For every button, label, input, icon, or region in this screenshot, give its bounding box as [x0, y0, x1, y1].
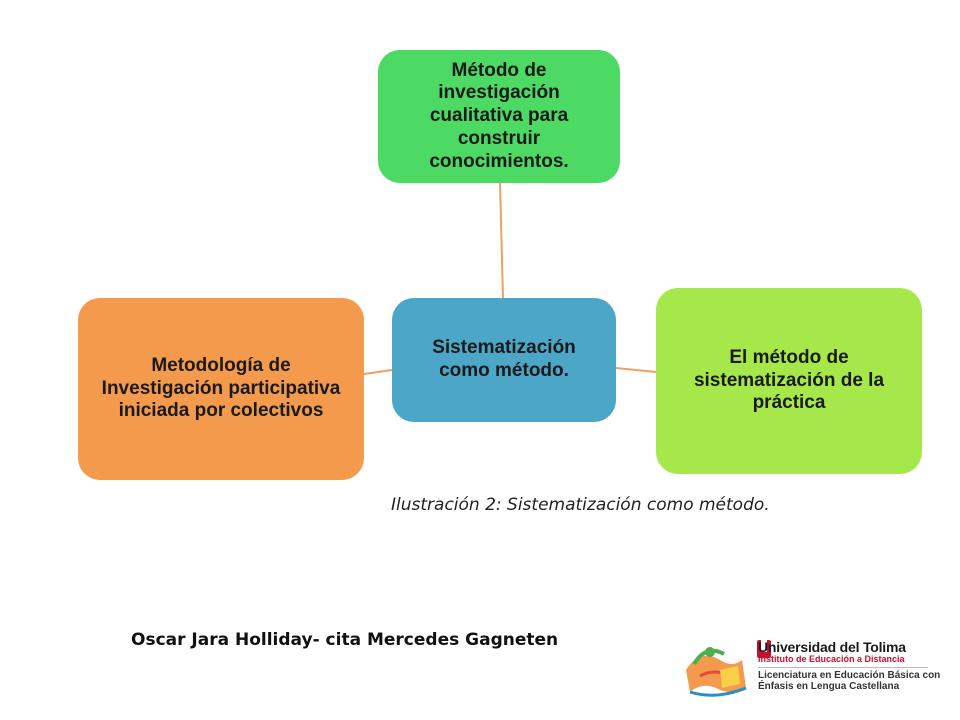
node-practice-systematization-label: El método de sistematización de la práctica	[693, 346, 885, 414]
node-participatory-research	[78, 298, 364, 480]
connector-top	[500, 183, 503, 298]
institute-name: Instituto de Educación a Distancia	[758, 653, 905, 664]
program-line-2: Énfasis en Lengua Castellana	[758, 680, 900, 692]
node-qualitative-research-label: Método de investigación cualitativa para construir conocimientos.	[429, 59, 569, 172]
university-name: Universidad del Tolima	[758, 639, 906, 655]
university-logo-text	[758, 640, 940, 692]
logo-divider	[758, 667, 928, 668]
connector-left	[364, 370, 392, 374]
figure-caption: Ilustración 2: Sistematización como método.	[391, 495, 770, 515]
node-practice-systematization	[656, 288, 922, 474]
connector-right	[616, 368, 656, 372]
author-credit: Oscar Jara Holliday- cita Mercedes Gagneten	[131, 630, 559, 650]
node-qualitative-research	[378, 50, 620, 183]
program-line-1: Licenciatura en Educación Básica con	[758, 670, 941, 682]
node-participatory-research-label: Metodología de Investigación participativa iniciada por colectivos	[101, 354, 341, 422]
node-systematization-label: Sistematización como método.	[432, 337, 576, 381]
node-systematization	[392, 298, 616, 422]
